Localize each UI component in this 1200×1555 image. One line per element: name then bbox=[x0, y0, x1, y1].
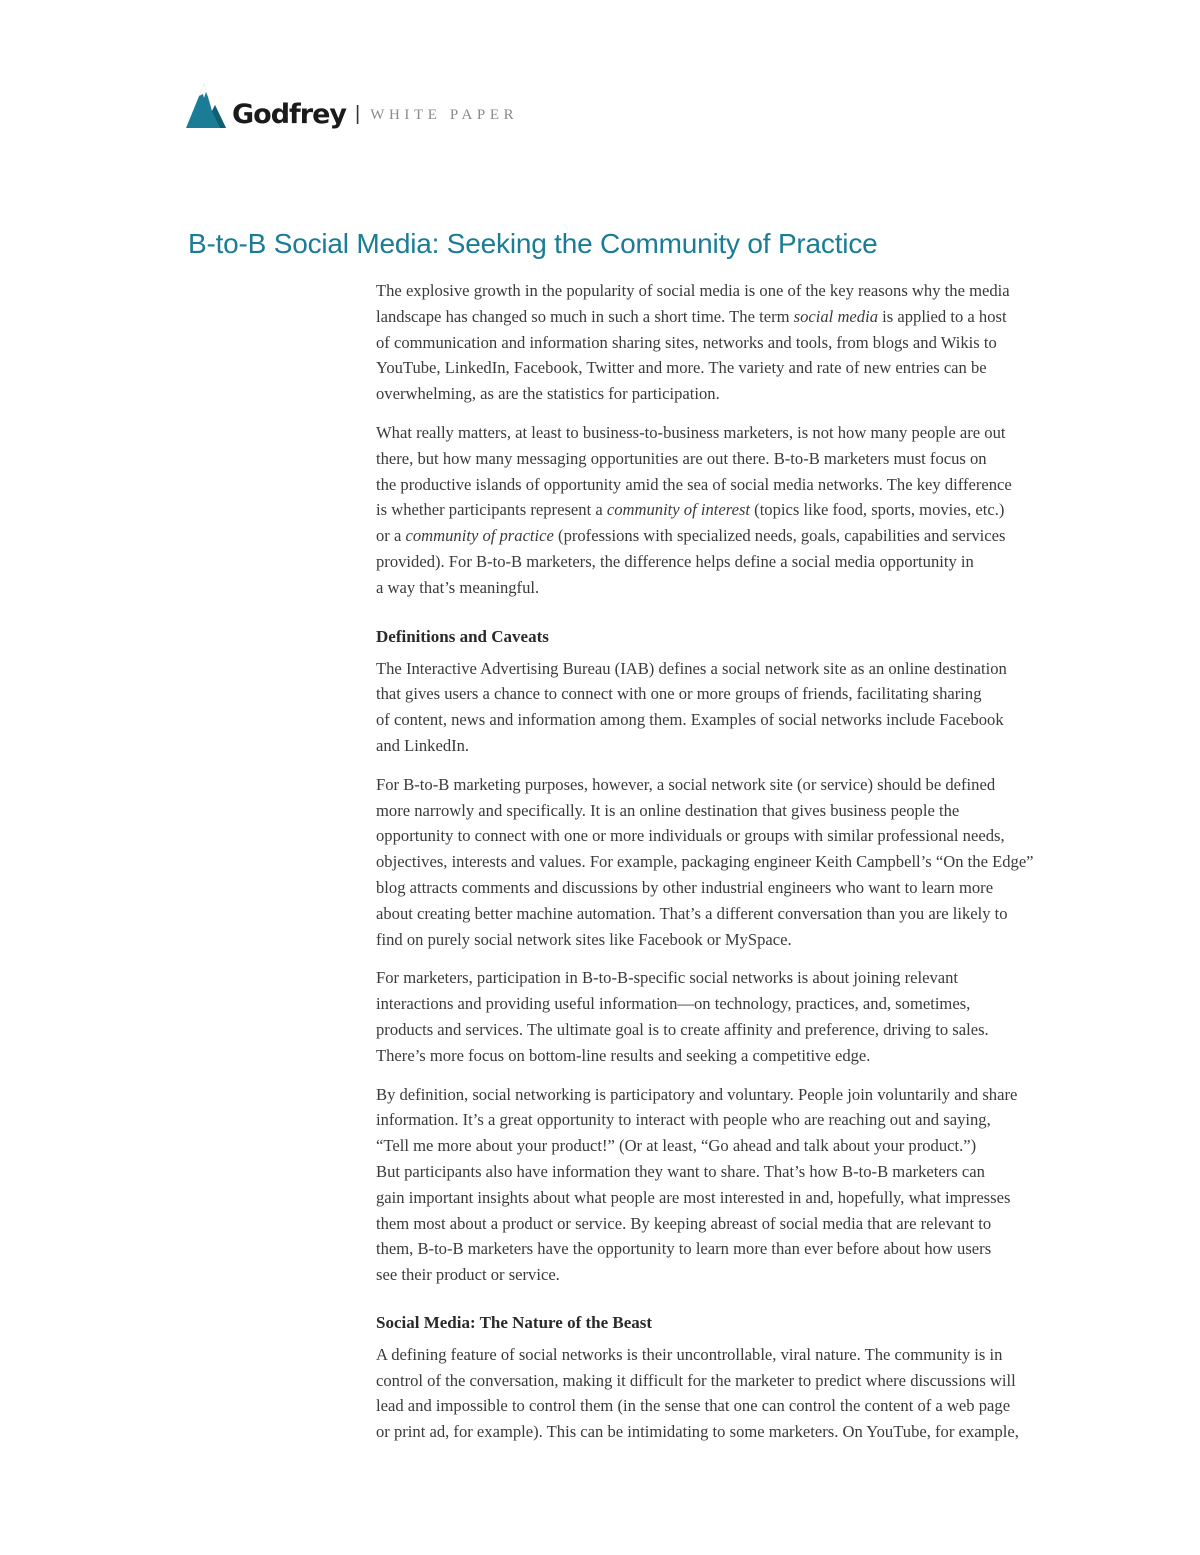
paragraph bbox=[376, 1082, 1116, 1288]
body-text bbox=[376, 278, 1116, 1458]
paragraph bbox=[376, 420, 1116, 601]
text-line: “Tell me more about your product!” (Or at least, “Go ahead and talk about your product.”) bbox=[376, 1136, 977, 1156]
text-line: control of the conversation, making it difficult for the marketer to predict where discussions will bbox=[376, 1370, 1016, 1390]
text-line: and LinkedIn. bbox=[376, 735, 470, 755]
text-line: there, but how many messaging opportunities are out there. B-to-B marketers must focus on bbox=[376, 448, 987, 468]
page-title: B-to-B Social Media: Seeking the Community of Practice bbox=[188, 228, 878, 259]
text-line: the productive islands of opportunity amid the sea of social media networks. The key difference bbox=[376, 474, 1012, 494]
text-line: What really matters, at least to business-to-business marketers, is not how many people are out bbox=[376, 422, 1006, 442]
text-line: blog attracts comments and discussions by other industrial engineers who want to learn more bbox=[376, 877, 994, 897]
text-line: more narrowly and specifically. It is an online destination that gives business people the bbox=[376, 800, 960, 820]
italic-term: social media bbox=[793, 306, 878, 326]
brand-name: Godfrey bbox=[232, 98, 347, 130]
text-line: find on purely social network sites like Facebook or MySpace. bbox=[376, 929, 792, 949]
text-line: gain important insights about what people are most interested in and, hopefully, what impresses bbox=[376, 1187, 1011, 1207]
text-line: opportunity to connect with one or more individuals or groups with similar professional needs, bbox=[376, 826, 1005, 846]
text-line: them most about a product or service. By keeping abreast of social media that are relevant to bbox=[376, 1213, 992, 1233]
page-header bbox=[186, 82, 518, 132]
text-line: For marketers, participation in B-to-B-specific social networks is about joining relevant bbox=[376, 968, 959, 988]
text-line: But participants also have information they want to share. That’s how B-to-B marketers can bbox=[376, 1161, 985, 1181]
text-line: By definition, social networking is participatory and voluntary. People join voluntarily and share bbox=[376, 1084, 1018, 1104]
text-line: of communication and information sharing sites, networks and tools, from blogs and Wikis to bbox=[376, 332, 997, 352]
text-line: a way that’s meaningful. bbox=[376, 577, 540, 597]
text-line: A defining feature of social networks is their uncontrollable, viral nature. The community is in bbox=[376, 1344, 1003, 1364]
paragraph bbox=[376, 656, 1116, 759]
paragraph bbox=[376, 965, 1116, 1068]
text-line: products and services. The ultimate goal is to create affinity and preference, driving to sales. bbox=[376, 1019, 989, 1039]
text-line: For B-to-B marketing purposes, however, a social network site (or service) should be defined bbox=[376, 774, 996, 794]
text-line: that gives users a chance to connect with one or more groups of friends, facilitating sharing bbox=[376, 684, 982, 704]
text-line: interactions and providing useful information—on technology, practices, and, sometimes, bbox=[376, 994, 971, 1014]
paragraph bbox=[376, 278, 1116, 407]
text-line: about creating better machine automation. That’s a different conversation than you are likely to bbox=[376, 903, 1008, 923]
text-line: landscape has changed so much in such a short time. The term social media is applied to a host bbox=[376, 306, 1007, 326]
text-line: see their product or service. bbox=[376, 1265, 560, 1285]
paragraph bbox=[376, 772, 1116, 953]
section-heading: Social Media: The Nature of the Beast bbox=[376, 1312, 653, 1332]
section-heading: Definitions and Caveats bbox=[376, 626, 549, 646]
text-line: or print ad, for example). This can be intimidating to some marketers. On YouTube, for example, bbox=[376, 1422, 1019, 1442]
text-line: or a community of practice (professions with specialized needs, goals, capabilities and services bbox=[376, 526, 1006, 546]
text-line: is whether participants represent a community of interest (topics like food, sports, movies, etc.) bbox=[376, 500, 1005, 520]
header-separator: | bbox=[355, 102, 361, 125]
text-line: The Interactive Advertising Bureau (IAB) defines a social network site as an online destination bbox=[376, 658, 1007, 678]
italic-term: community of interest bbox=[606, 500, 751, 520]
italic-term: community of practice bbox=[405, 526, 554, 546]
text-line: provided). For B-to-B marketers, the difference helps define a social media opportunity in bbox=[376, 551, 974, 571]
text-line: objectives, interests and values. For example, packaging engineer Keith Campbell’s “On the Edge” bbox=[376, 852, 1034, 872]
text-line: YouTube, LinkedIn, Facebook, Twitter and more. The variety and rate of new entries can be bbox=[376, 358, 987, 378]
text-line: of content, news and information among them. Examples of social networks include Facebook bbox=[376, 710, 1004, 730]
document-type-label: WHITE PAPER bbox=[370, 106, 519, 123]
text-line: lead and impossible to control them (in the sense that one can control the content of a web page bbox=[376, 1396, 1011, 1416]
text-line: overwhelming, as are the statistics for participation. bbox=[376, 384, 720, 404]
text-line: The explosive growth in the popularity of social media is one of the key reasons why the media bbox=[376, 281, 1010, 300]
text-line: information. It’s a great opportunity to interact with people who are reaching out and saying, bbox=[376, 1110, 991, 1130]
mountain-peak-icon bbox=[186, 84, 234, 130]
text-line: them, B-to-B marketers have the opportunity to learn more than ever before about how users bbox=[376, 1239, 992, 1259]
text-line: There’s more focus on bottom-line results and seeking a competitive edge. bbox=[376, 1045, 871, 1065]
paragraph bbox=[376, 1342, 1116, 1445]
